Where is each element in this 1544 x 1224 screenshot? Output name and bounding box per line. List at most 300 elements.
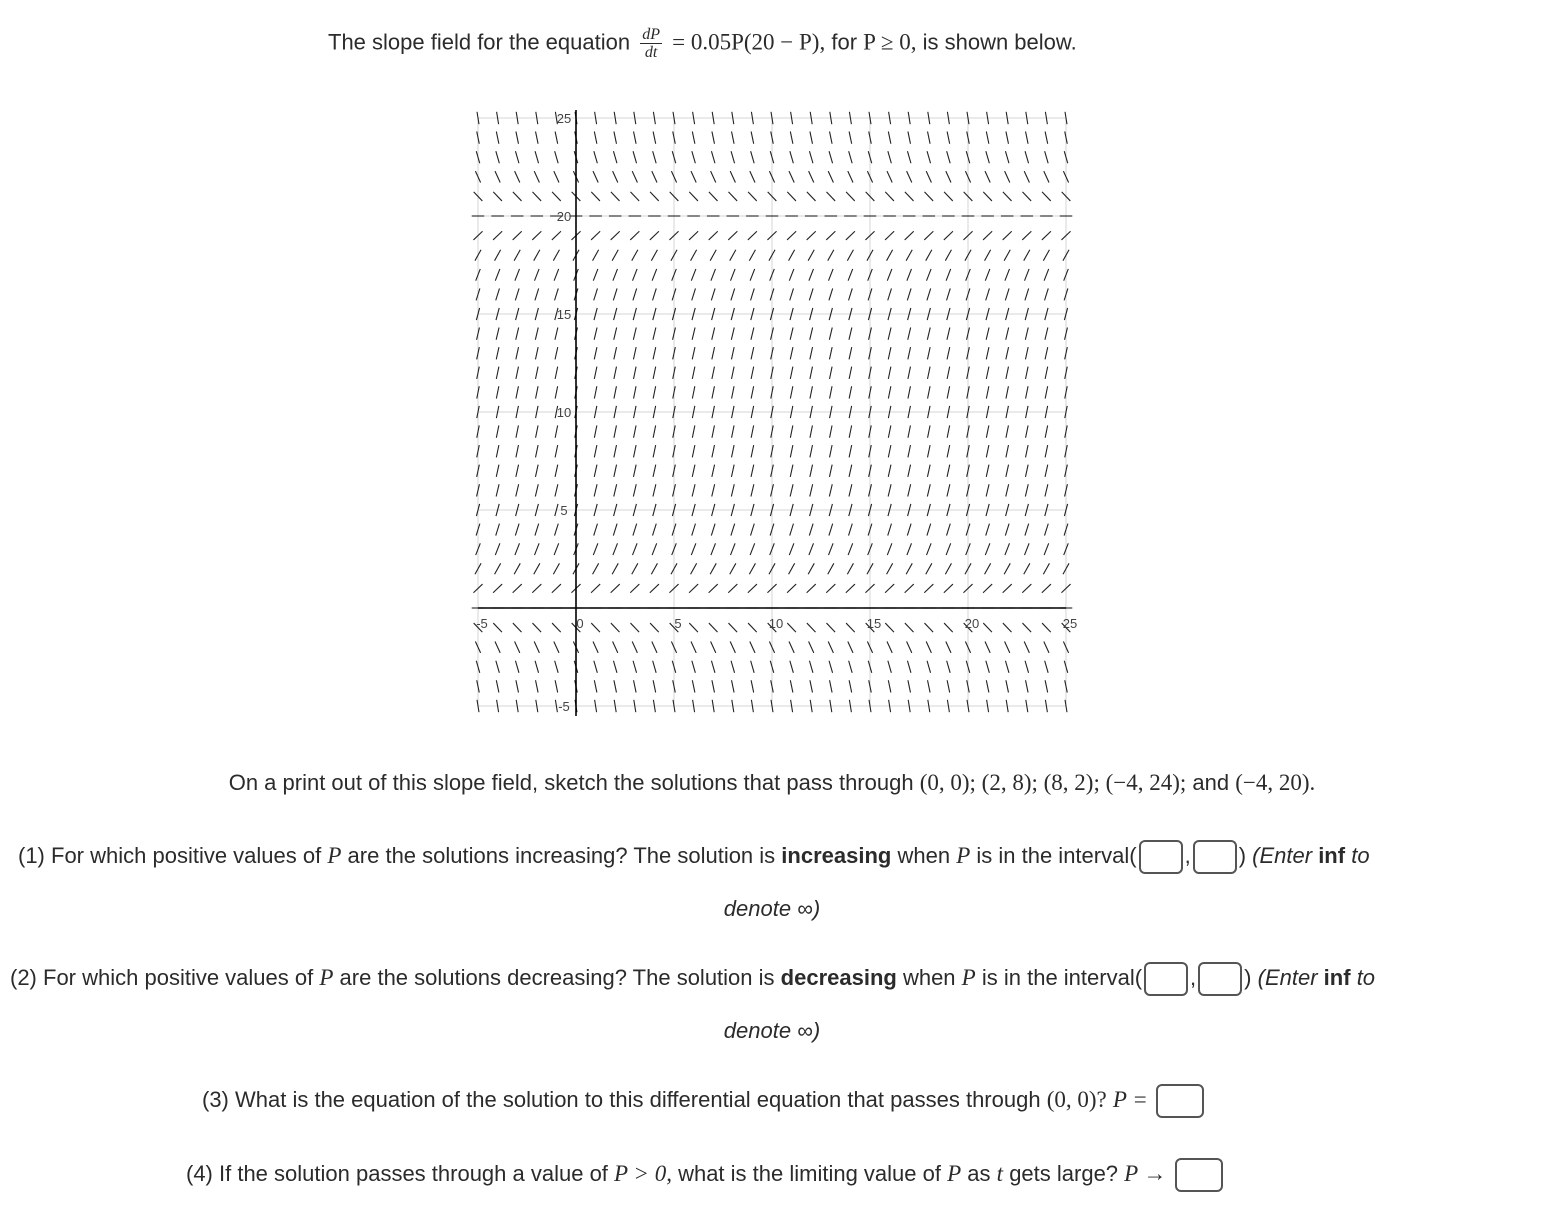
slope-segment [650,192,659,201]
slope-segment [986,661,989,673]
slope-segment [712,131,715,143]
slope-segment [1045,425,1047,437]
slope-segment [652,171,657,182]
slope-segment [946,641,951,652]
slope-segment [555,425,557,437]
slope-segment [830,445,833,457]
slope-segment [653,484,656,496]
slope-segment [535,288,539,300]
slope-segment [712,327,715,339]
slope-segment [928,445,931,457]
slope-segment [710,250,716,261]
slope-segment [945,563,951,574]
slope-segment [493,623,502,632]
derivative-fraction [640,26,662,61]
slope-segment [495,563,501,574]
slope-segment [516,386,518,398]
slope-segment [555,367,558,379]
slope-segment [748,623,757,632]
slope-segment [790,465,793,477]
slope-segment [614,465,617,477]
slope-segment [809,151,812,163]
slope-segment [496,288,500,300]
slope-segment [807,584,816,593]
slope-segment [947,425,949,437]
slope-segment [516,445,519,457]
slope-segment [593,563,599,574]
slope-segment [731,151,734,163]
slope-segment [1045,151,1048,163]
slope-segment [947,347,950,359]
slope-segment [1025,543,1030,555]
slope-segment [1024,563,1030,574]
q1-note-continued: denote ∞) [723,896,821,921]
q3-text: (3) What is the equation of the solution to this differential equation that passes through [202,1086,1041,1112]
slope-segment [888,288,892,300]
slope-segment [513,231,522,240]
slope-segment [496,465,499,477]
slope-segment [928,386,930,398]
slope-segment [829,151,832,163]
q1-open-paren: ( [1129,842,1137,868]
slope-segment [810,445,813,457]
slope-segment [712,386,714,398]
q4-text-d: gets large? [1009,1160,1119,1186]
slope-segment [614,347,617,359]
slope-segment [732,425,734,437]
slope-segment [652,269,657,281]
slope-segment [750,543,755,555]
slope-segment [594,661,597,673]
slope-segment [554,543,559,555]
slope-segment [888,386,890,398]
q2-text-a: (2) For which positive values of [10,964,314,990]
slope-segment [516,425,518,437]
slope-segment [1003,231,1012,240]
slope-segment [829,465,832,477]
slope-segment [630,584,639,593]
tail-text: is shown below. [922,29,1077,55]
q1-text-d: is in the interval [976,842,1130,868]
slope-segment [908,445,911,457]
slope-segment [555,445,558,457]
instructions-and: and [1192,770,1230,795]
slope-segment [634,445,637,457]
slope-segment [634,425,636,437]
slope-segment [927,269,932,281]
slope-segment [591,623,600,632]
slope-segment [650,623,659,632]
slope-segment [555,151,558,163]
slope-segment [593,543,598,555]
slope-segment [532,623,541,632]
x-tick-label: 5 [674,616,682,631]
slope-segment [731,543,736,555]
slope-segment [789,269,794,281]
slope-segment [748,192,757,201]
slope-segment [554,171,559,182]
slope-segment [846,231,855,240]
slope-segment [849,288,853,300]
q1-close-paren: ) [1238,842,1247,868]
slope-segment [689,231,698,240]
x-tick-label: 10 [768,616,784,631]
slope-segment [849,445,852,457]
slope-segment [692,367,695,379]
q4-answer-input[interactable] [1175,1158,1223,1192]
slope-segment [906,250,912,261]
slope-segment [514,250,520,261]
slope-segment [751,484,754,496]
slope-segment [1005,543,1010,555]
slope-segment [692,151,695,163]
slope-segment [1025,269,1030,281]
slope-segment [907,171,912,182]
slope-segment [848,269,853,281]
slope-segment [807,192,816,201]
q4-answer-label: P → [1124,1160,1167,1186]
slope-segment [888,465,891,477]
slope-segment [750,269,755,281]
slope-segment [944,192,953,201]
slope-segment [555,465,558,477]
slope-segment [887,250,893,261]
slope-segment [751,445,754,457]
slope-segment [634,386,636,398]
slope-segment [1003,584,1012,593]
slope-segment [885,623,894,632]
slope-segment [632,563,638,574]
y-tick-label: 10 [556,405,572,420]
q1-upper-bound-input[interactable] [1193,840,1237,874]
slope-segment [1045,661,1048,673]
slope-segment [787,192,796,201]
slope-segment [789,641,794,652]
slope-segment [790,661,793,673]
slope-segment [810,465,813,477]
slope-segment [789,250,795,261]
slope-segment [1005,524,1009,536]
slope-segment [712,425,714,437]
slope-segment [749,563,755,574]
slope-segment [633,347,636,359]
slope-segment [633,151,636,163]
slope-segment [986,425,988,437]
slope-segment [986,367,989,379]
slope-segment [789,543,794,555]
slope-segment [790,445,793,457]
slope-segment [730,563,736,574]
slope-segment [1006,445,1009,457]
slope-segment [731,465,734,477]
slope-segment [928,367,931,379]
slope-segment [790,524,794,536]
slope-segment [728,584,737,593]
slope-segment [692,661,695,673]
slope-segment [496,151,499,163]
slope-segment [983,231,992,240]
slope-segment [535,327,538,339]
slope-segment [591,584,600,593]
slope-segment [1025,347,1028,359]
slope-segment [493,584,502,593]
slope-segment [849,367,852,379]
slope-segment [692,288,696,300]
slope-segment [1044,171,1049,182]
slope-segment [849,151,852,163]
slope-segment [809,288,813,300]
slope-segment [810,386,812,398]
slope-segment [633,524,637,536]
slope-segment [611,623,620,632]
slope-segment [711,661,714,673]
slope-segment [633,269,638,281]
slope-segment [536,445,539,457]
slope-segment [888,131,891,143]
slope-segment [751,288,755,300]
slope-segment [1005,151,1008,163]
slope-segment [515,288,519,300]
slope-segment [730,171,735,182]
q4-text-b: what is the limiting value of [678,1160,941,1186]
slope-segment [1043,250,1049,261]
slope-segment [555,386,557,398]
slope-segment [1026,131,1029,143]
slope-segment [947,151,950,163]
slope-segment [888,367,891,379]
slope-segment [926,171,931,182]
slope-segment [653,680,656,692]
slope-segment [1026,445,1029,457]
slope-segment [947,484,950,496]
slope-segment [653,131,656,143]
q2-open-paren: ( [1134,964,1143,990]
slope-segment [790,680,793,692]
equation-rhs: = 0.05P(20 − P), [672,29,826,55]
slope-segment [613,151,616,163]
slope-segment [692,425,694,437]
slope-segment [496,425,498,437]
slope-segment [613,661,616,673]
slope-segment [634,680,637,692]
slope-segment [888,425,890,437]
slope-segment [1025,327,1028,339]
slope-segment [691,171,696,182]
slope-segment [534,171,539,182]
slope-segment [516,465,519,477]
q2-note-continued: denote ∞) [723,1018,821,1043]
slope-segment [787,231,796,240]
slope-segment [712,367,715,379]
slope-segment [829,269,834,281]
slope-segment [614,680,617,692]
slope-segment [1044,269,1049,281]
slope-segment [515,641,520,652]
slope-segment [612,563,618,574]
question-3 [202,1084,1206,1118]
slope-segment [985,269,990,281]
slope-segment [554,269,559,281]
slope-segment [828,563,834,574]
slope-segment [924,192,933,201]
slope-segment [885,231,894,240]
slope-segment [809,641,814,652]
slope-segment [905,584,914,593]
slope-segment [516,131,519,143]
slope-segment [612,250,618,261]
slope-segment [613,543,618,555]
slope-segment [709,231,718,240]
slope-segment [826,192,835,201]
slope-segment [515,524,519,536]
slope-segment [611,584,620,593]
q2-text-d: is in the interval [981,964,1135,990]
slope-segment [807,231,816,240]
slope-segment [790,151,793,163]
slope-segment [947,680,950,692]
slope-segment [731,288,735,300]
slope-segment [691,269,696,281]
x-tick-label: -5 [476,616,488,631]
slope-segment [732,367,735,379]
q2-var-p-2: P [961,964,976,990]
slope-segment [947,445,950,457]
slope-segment [908,367,911,379]
q3-answer-input[interactable] [1156,1084,1204,1118]
q2-text-b: are the solutions decreasing? The solution is [339,964,775,990]
slope-segment [1025,151,1028,163]
slope-segment [829,484,832,496]
q1-lower-bound-input[interactable] [1139,840,1183,874]
slope-segment [591,231,600,240]
slope-segment [790,131,793,143]
slope-segment [927,347,930,359]
slope-segment [614,484,617,496]
slope-segment [495,641,500,652]
slope-segment [594,484,597,496]
slope-segment [1024,641,1029,652]
slope-segment [653,425,655,437]
slope-segment [751,661,754,673]
slope-segment [751,465,754,477]
slope-segment [1022,623,1031,632]
q2-upper-bound-input[interactable] [1198,962,1242,996]
slope-segment [908,465,911,477]
slope-segment [947,327,950,339]
slope-segment [1006,484,1009,496]
slope-segment [849,484,852,496]
slope-segment [751,680,754,692]
slope-segment [946,269,951,281]
slope-segment [1025,465,1028,477]
slope-segment [885,192,894,201]
problem-statement [328,26,1077,61]
slope-segment [611,231,620,240]
q1-var-p: P [327,842,342,868]
slope-segment [927,543,932,555]
slope-segment [555,680,558,692]
slope-segment [908,327,911,339]
slope-segment [633,327,636,339]
slope-segment [634,367,637,379]
slope-segment [924,584,933,593]
slope-segment [633,484,636,496]
slope-segment [944,231,953,240]
slope-segment [750,641,755,652]
slope-segment [1026,367,1029,379]
slope-segment [947,131,950,143]
q2-lower-bound-input[interactable] [1144,962,1188,996]
slope-segment [926,250,932,261]
slope-segment [493,192,502,201]
slope-segment [947,661,950,673]
y-tick-label: 5 [560,503,568,518]
slope-segment [924,623,933,632]
slope-segment [689,584,698,593]
slope-segment [535,661,538,673]
slope-segment [888,484,891,496]
slope-segment [887,563,893,574]
slope-segment [986,131,989,143]
question-2 [10,962,1375,996]
q2-text-c: when [902,964,956,990]
slope-segment [790,327,793,339]
slope-segment [908,386,910,398]
slope-segment [613,641,618,652]
slope-segment [1045,367,1048,379]
slope-segment [888,151,891,163]
slope-segment [1022,231,1031,240]
slope-segment [751,524,755,536]
slope-segment [711,641,716,652]
slope-segment [650,584,659,593]
x-tick-label: 0 [576,616,584,631]
slope-segment [985,543,990,555]
slope-segment [905,231,914,240]
slope-segment [651,250,657,261]
slope-segment [985,250,991,261]
slope-segment [986,484,989,496]
slope-segment [614,327,617,339]
slope-segment [809,171,814,182]
slope-segment [532,231,541,240]
slope-segment [849,425,851,437]
slope-segment [516,327,519,339]
slope-segment [496,484,499,496]
slope-segment [828,641,833,652]
slope-segment [515,661,518,673]
q2-note: (Enter inf to [1257,964,1376,990]
slope-segment [830,367,833,379]
slope-segment [810,680,813,692]
slope-segment [986,288,990,300]
slope-segment [1003,192,1012,201]
slope-segment [790,484,793,496]
slope-segment [712,680,715,692]
slope-segment [535,524,539,536]
slope-segment [807,623,816,632]
slope-segment [1022,584,1031,593]
slope-segment [711,151,714,163]
slope-segment [849,524,853,536]
slope-segment [927,484,930,496]
slope-segment [593,171,598,182]
slope-segment [848,641,853,652]
q1-note: (Enter inf to [1252,842,1370,868]
slope-segment [613,288,617,300]
slope-segment [731,524,735,536]
slope-segment [496,524,500,536]
